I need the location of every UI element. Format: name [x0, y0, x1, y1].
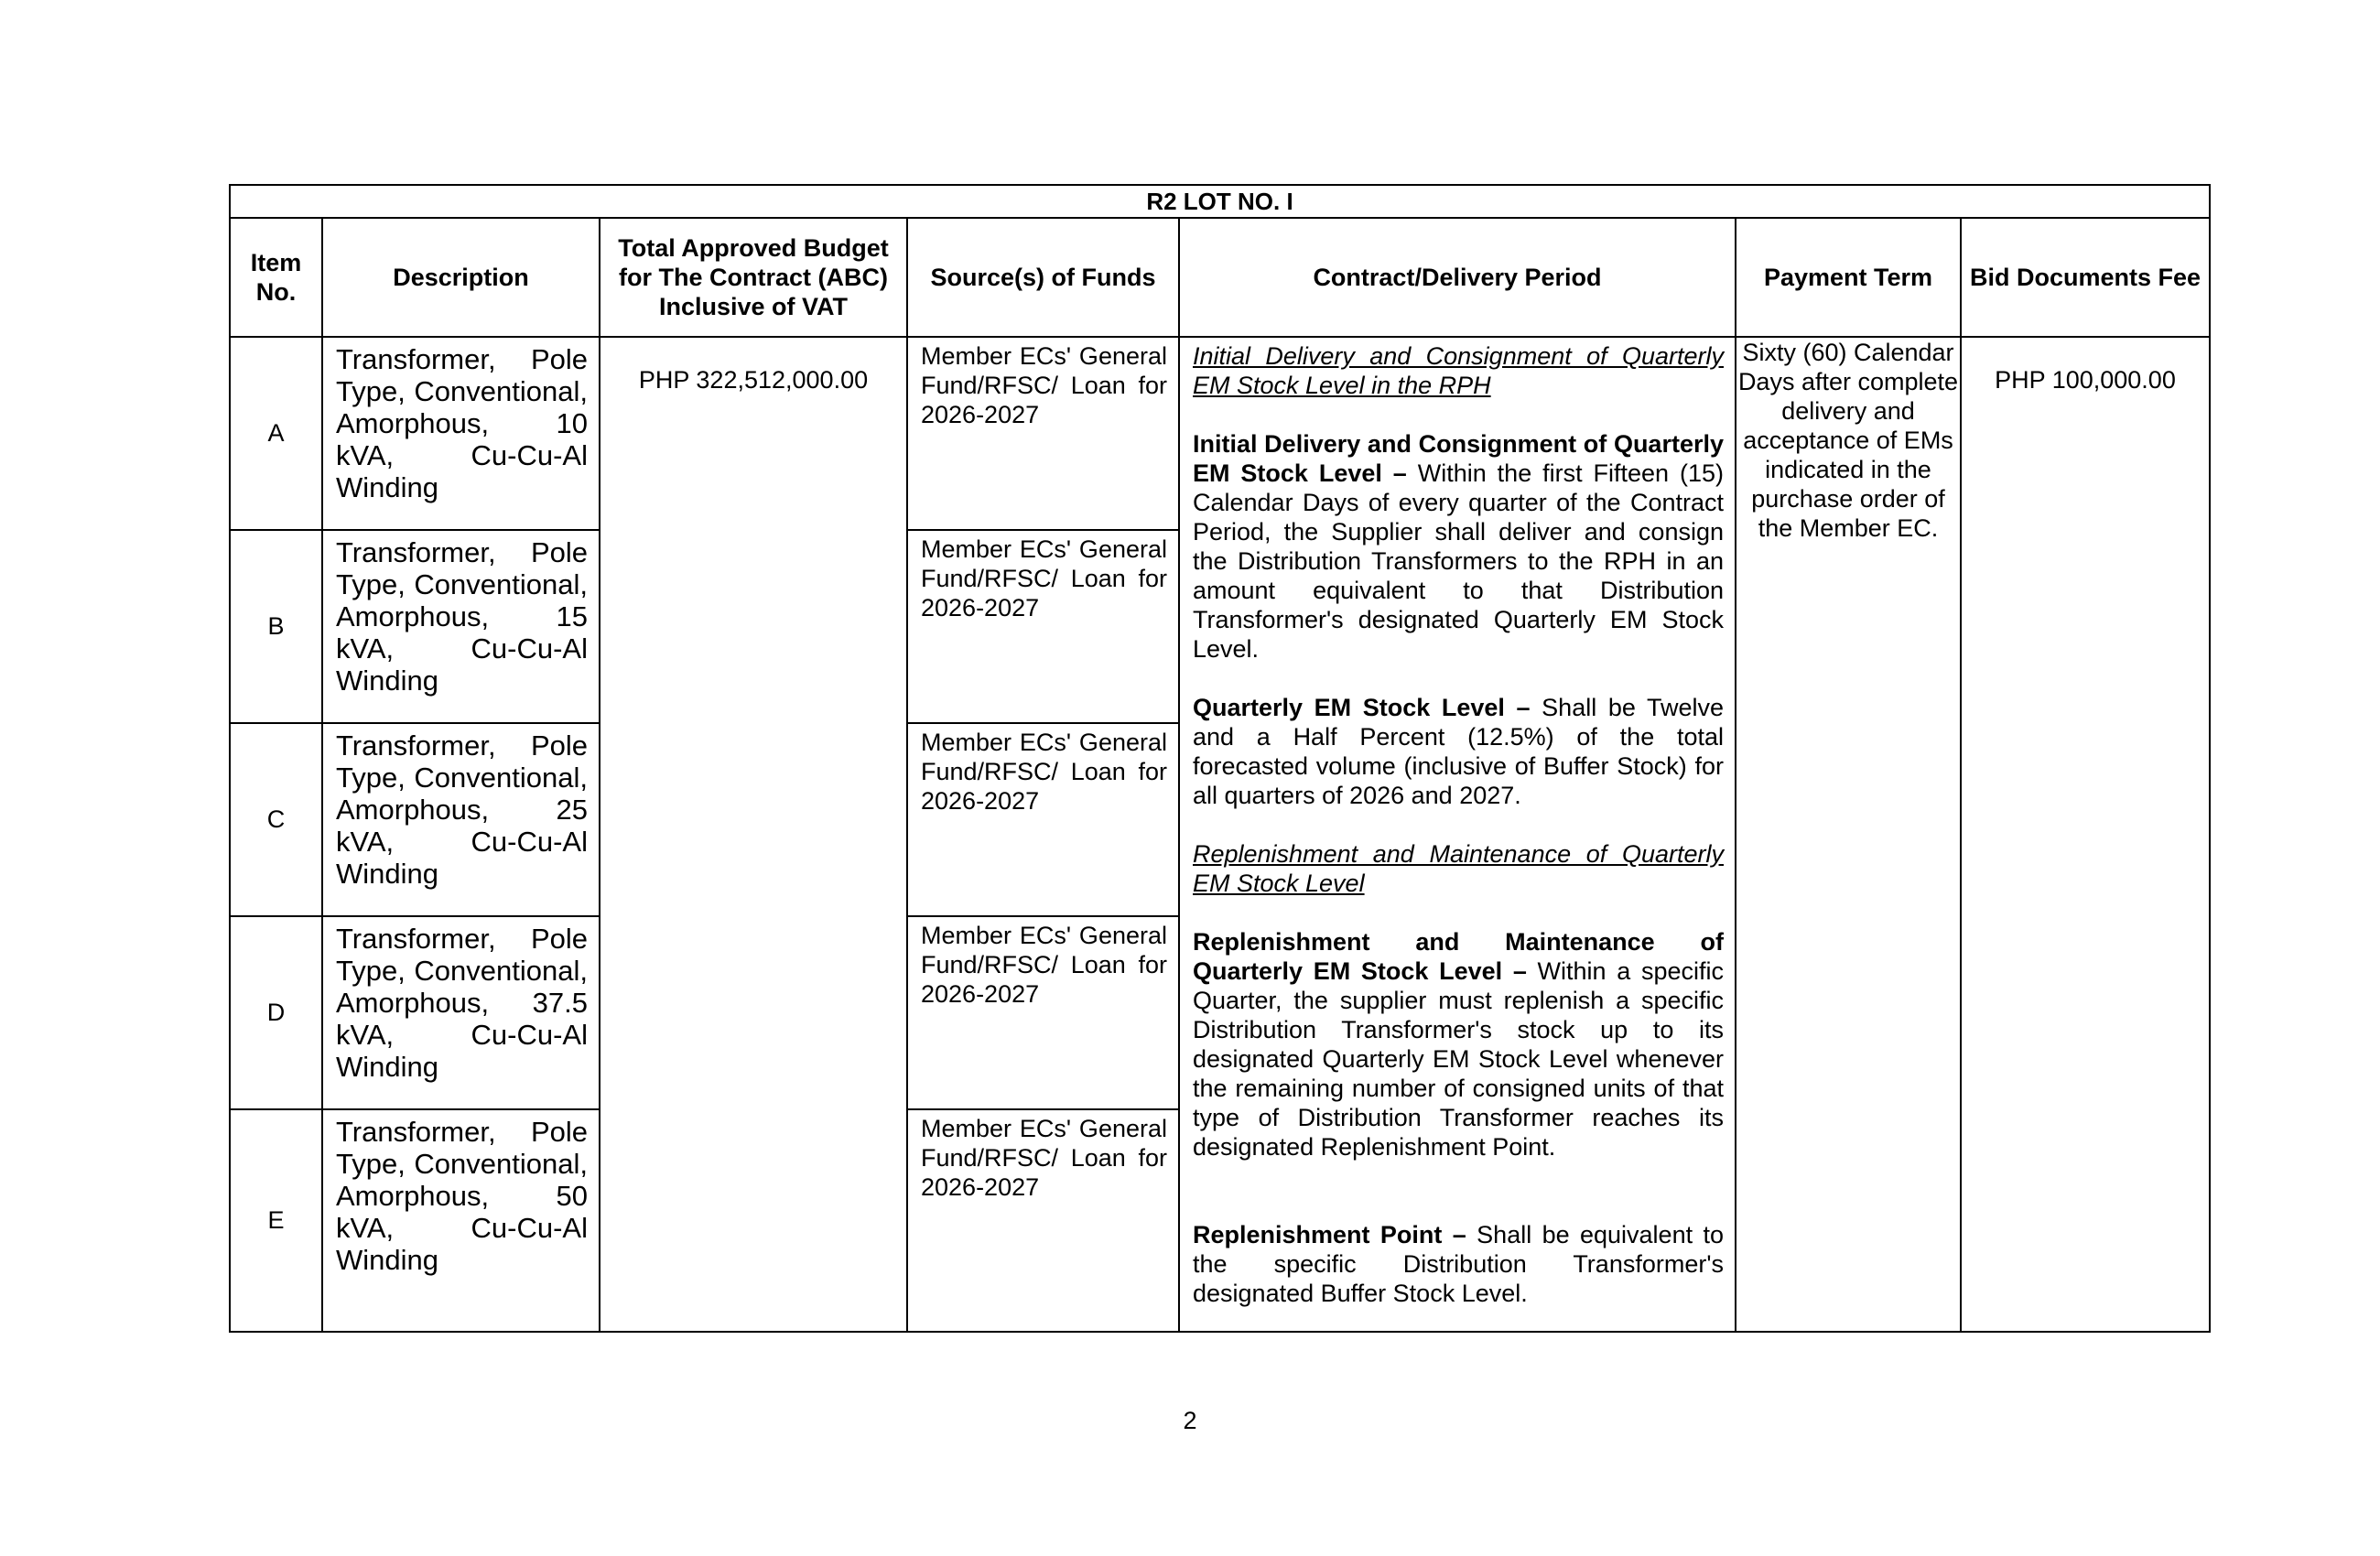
- payment-term: Sixty (60) Calendar Days after complete delivery and acceptance of EMs indicated in the purchase order of the Member EC.: [1736, 337, 1961, 1332]
- item-number: E: [230, 1109, 322, 1332]
- delivery-paragraph-replenishment-point: Replenishment Point – Shall be equivalent to the specific Distribution Transformer's designated Buffer Stock Level.: [1193, 1221, 1724, 1307]
- delivery-paragraph-replenishment: Replenishment and Maintenance of Quarterly EM Stock Level – Within a specific Quarter, the supplier must replenish a specific Distribution Transformer's stock up to its designated Quarterly EM Stock Level whenever the remaining number of consigned units of that type of Distribution Transformer reaches its designated Replenishment Point.: [1193, 928, 1724, 1161]
- item-number: C: [230, 723, 322, 916]
- header-description: Description: [322, 218, 600, 337]
- item-number: D: [230, 916, 322, 1109]
- item-description: Transformer, Pole Type, Conventional, Amorphous, 25 kVA, Cu-Cu-Al Winding: [322, 723, 600, 916]
- table-row: [230, 337, 2210, 530]
- header-sources: Source(s) of Funds: [907, 218, 1179, 337]
- fund-source: Member ECs' General Fund/RFSC/ Loan for 2026-2027: [907, 337, 1179, 530]
- bid-documents-fee: PHP 100,000.00: [1961, 337, 2210, 1332]
- header-abc: Total Approved Budget for The Contract (ABC) Inclusive of VAT: [600, 218, 907, 337]
- header-fee: Bid Documents Fee: [1961, 218, 2210, 337]
- header-payment: Payment Term: [1736, 218, 1961, 337]
- header-item-no: Item No.: [230, 218, 322, 337]
- lot-title: R2 LOT NO. I: [230, 185, 2210, 218]
- item-number: A: [230, 337, 322, 530]
- delivery-paragraph-stock-level: Quarterly EM Stock Level – Shall be Twelve and a Half Percent (12.5%) of the total forecasted volume (inclusive of Buffer Stock) for all quarters of 2026 and 2027.: [1193, 694, 1724, 809]
- page-number: 2: [1183, 1407, 1197, 1434]
- fund-source: Member ECs' General Fund/RFSC/ Loan for 2026-2027: [907, 916, 1179, 1109]
- abc-amount: PHP 322,512,000.00: [600, 337, 907, 1332]
- fund-source: Member ECs' General Fund/RFSC/ Loan for 2026-2027: [907, 1109, 1179, 1332]
- header-delivery: Contract/Delivery Period: [1179, 218, 1736, 337]
- lot-table: [229, 184, 2211, 1333]
- delivery-period: [1179, 337, 1736, 1332]
- delivery-heading-initial: Initial Delivery and Consignment of Quarterly EM Stock Level in the RPH: [1193, 342, 1724, 399]
- item-description: Transformer, Pole Type, Conventional, Amorphous, 10 kVA, Cu-Cu-Al Winding: [322, 337, 600, 530]
- header-row: [230, 218, 2210, 337]
- delivery-heading-replenishment: Replenishment and Maintenance of Quarterly EM Stock Level: [1193, 840, 1724, 897]
- fund-source: Member ECs' General Fund/RFSC/ Loan for 2026-2027: [907, 530, 1179, 723]
- item-number: B: [230, 530, 322, 723]
- item-description: Transformer, Pole Type, Conventional, Amorphous, 50 kVA, Cu-Cu-Al Winding: [322, 1109, 600, 1332]
- fund-source: Member ECs' General Fund/RFSC/ Loan for 2026-2027: [907, 723, 1179, 916]
- item-description: Transformer, Pole Type, Conventional, Amorphous, 15 kVA, Cu-Cu-Al Winding: [322, 530, 600, 723]
- item-description: Transformer, Pole Type, Conventional, Amorphous, 37.5 kVA, Cu-Cu-Al Winding: [322, 916, 600, 1109]
- delivery-paragraph-initial: Initial Delivery and Consignment of Quarterly EM Stock Level – Within the first Fifteen (15) Calendar Days of every quarter of the Contract Period, the Supplier shall deliver and consign the Distribution Transformers to the RPH in an amount equivalent to that Distribution Transformer's designated Quarterly EM Stock Level.: [1193, 430, 1724, 663]
